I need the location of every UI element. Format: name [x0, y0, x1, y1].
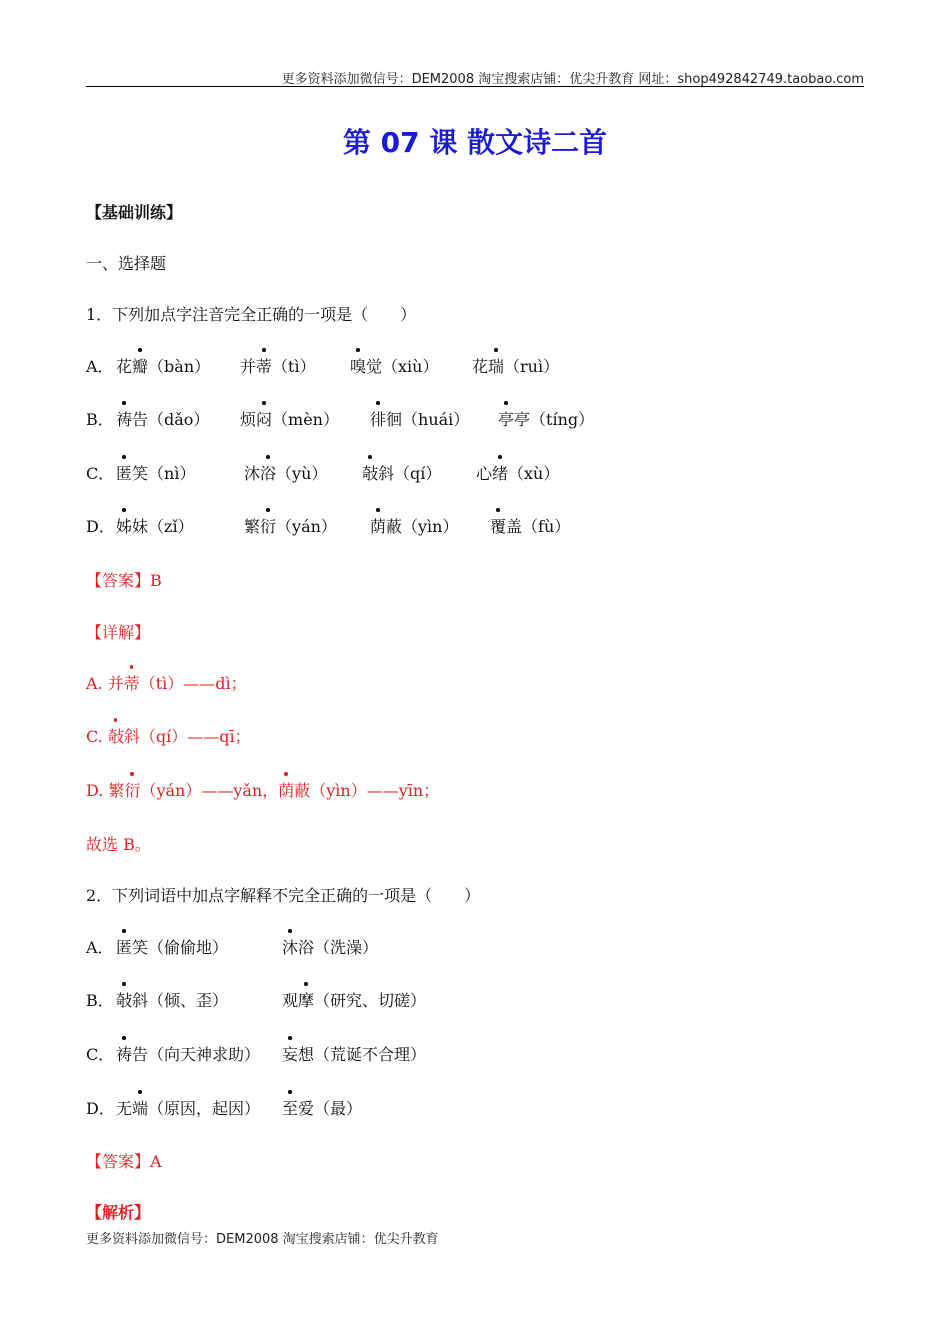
q2-option-a — [86, 935, 846, 959]
option-item: 敧斜（倾、歪） — [116, 988, 228, 1011]
option-item: 烦闷（mèn） — [240, 407, 339, 430]
header-rule — [86, 86, 864, 87]
q1-detail-a: A. 并蒂（tì）——dì； — [86, 671, 247, 694]
option-item: 并蒂（tì） — [240, 354, 316, 377]
q1-detail-label: 【详解】 — [86, 623, 151, 642]
section-label: 【基础训练】 — [86, 203, 183, 222]
q1-conclusion: 故选 B。 — [86, 835, 151, 854]
part-heading: 一、选择题 — [86, 254, 167, 273]
option-item: 匿笑（偷偷地） — [116, 935, 228, 958]
option-label: C． — [86, 464, 115, 483]
option-label: D． — [86, 1099, 115, 1118]
q1-option-b — [86, 407, 846, 431]
option-label: A． — [86, 938, 114, 957]
option-item: 嗅觉（xiù） — [350, 354, 438, 377]
option-item: 妄想（荒诞不合理） — [282, 1042, 426, 1065]
option-label: B． — [86, 991, 114, 1010]
option-item: 祷告（dǎo） — [116, 407, 209, 430]
q2-answer: 【答案】A — [86, 1152, 162, 1171]
q1-answer: 【答案】B — [86, 571, 162, 590]
option-item: 敧斜（qí） — [362, 461, 441, 484]
option-item: 徘徊（huái） — [370, 407, 469, 430]
option-item: 繁衍（yán） — [244, 514, 337, 537]
option-item: 荫蔽（yìn） — [370, 514, 458, 537]
option-label: C． — [86, 1045, 115, 1064]
option-item: 无端（原因，起因） — [116, 1096, 260, 1119]
option-item: 沐浴（yù） — [244, 461, 327, 484]
q1-option-d — [86, 514, 846, 538]
q1-stem: 1．下列加点字注音完全正确的一项是（ ） — [86, 305, 417, 324]
q2-option-b — [86, 988, 846, 1012]
q2-option-c — [86, 1042, 846, 1066]
page-title: 第 07 课 散文诗二首 — [342, 126, 608, 159]
option-label: B． — [86, 410, 114, 429]
option-item: 覆盖（fù） — [490, 514, 570, 537]
q2-stem: 2．下列词语中加点字解释不完全正确的一项是（ ） — [86, 886, 481, 905]
option-item: 祷告（向天神求助） — [116, 1042, 260, 1065]
option-item: 花瓣（bàn） — [116, 354, 210, 377]
q1-detail-d: D. 繁衍（yán）——yǎn，荫蔽（yìn）——yīn； — [86, 778, 439, 801]
option-label: D． — [86, 517, 115, 536]
option-item: 花瑞（ruì） — [472, 354, 559, 377]
q1-option-c — [86, 461, 846, 485]
q2-analysis-label: 【解析】 — [86, 1203, 151, 1222]
q1-option-a — [86, 354, 846, 378]
option-item: 观摩（研究、切磋） — [282, 988, 426, 1011]
page-header: 更多资料添加微信号：DEM2008 淘宝搜索店铺：优尖升教育 网址：shop492842749.taobao.com — [281, 72, 864, 87]
option-item: 姊妹（zǐ） — [116, 514, 194, 537]
option-item: 亭亭（tíng） — [498, 407, 594, 430]
q1-detail-c: C. 敧斜（qí）——qī； — [86, 724, 251, 747]
q2-option-d — [86, 1096, 846, 1120]
option-item: 至爱（最） — [282, 1096, 362, 1119]
option-item: 心绪（xù） — [476, 461, 559, 484]
option-label: A． — [86, 357, 114, 376]
option-item: 匿笑（nì） — [116, 461, 195, 484]
page-footer: 更多资料添加微信号：DEM2008 淘宝搜索店铺：优尖升教育 — [86, 1232, 439, 1247]
option-item: 沐浴（洗澡） — [282, 935, 378, 958]
